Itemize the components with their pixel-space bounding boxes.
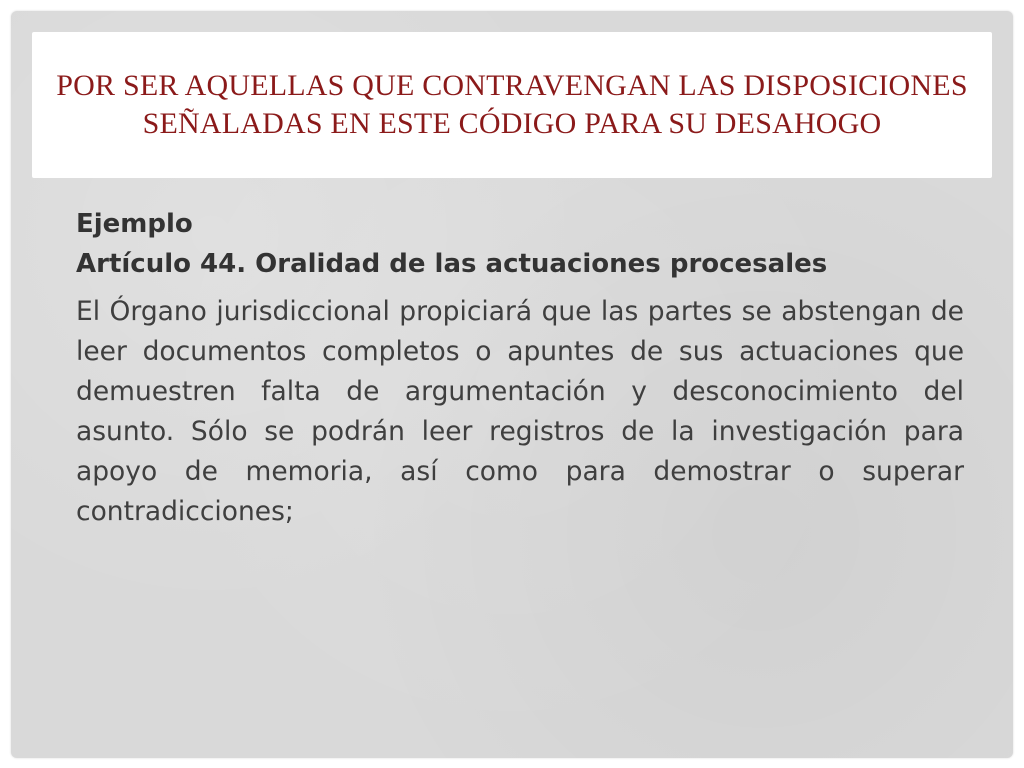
slide	[11, 11, 1013, 758]
slide-content	[76, 204, 964, 532]
slide-title: POR SER AQUELLAS QUE CONTRAVENGAN LAS DISPOSICIONES SEÑALADAS EN ESTE CÓDIGO PARA SU DESAHOGO	[56, 69, 968, 140]
title-box	[32, 32, 992, 178]
article-heading: Artículo 44. Oralidad de las actuaciones procesales	[76, 249, 828, 279]
example-heading: Ejemplo	[76, 209, 193, 239]
article-body: El Órgano jurisdiccional propiciará que las partes se abstengan de leer documentos completos o apuntes de sus actuaciones que demuestren falta de argumentación y desconocimiento del asunto. Sólo se podrán leer registros de la investigación para apoyo de memoria, así como para demostrar o superar contradicciones;	[76, 296, 964, 527]
